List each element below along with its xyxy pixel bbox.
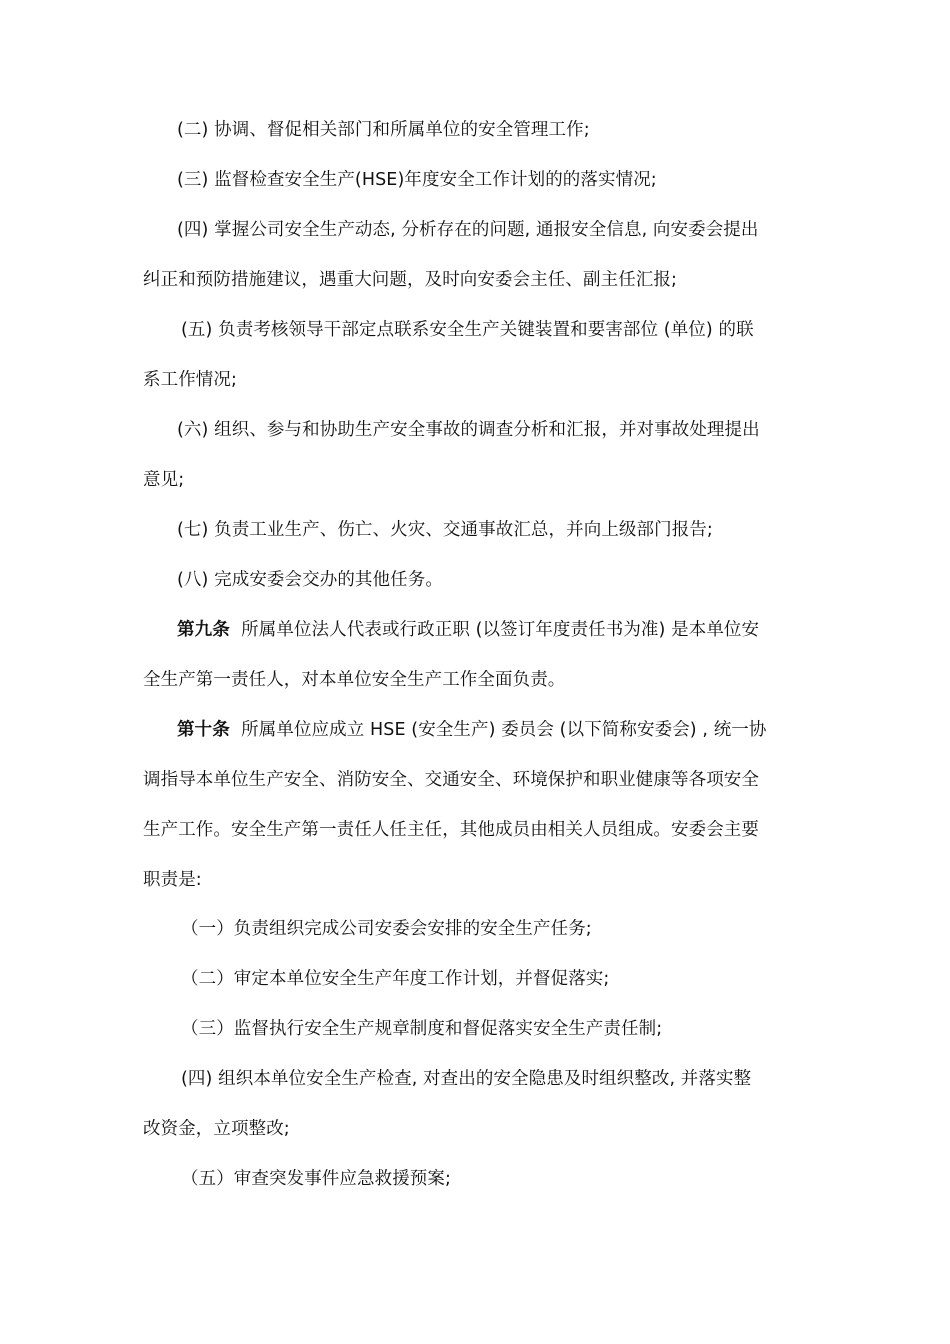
paragraph-line: (七) 负责工业生产、伤亡、火灾、交通事故汇总，并向上级部门报告; [177,520,713,540]
paragraph-line: 生产工作。安全生产第一责任人任主任，其他成员由相关人员组成。安委会主要 [143,820,759,840]
article-10-text: 所属单位应成立 HSE (安全生产) 委员会 (以下简称安委会) , 统一协 [241,720,767,740]
paragraph-line: (五) 负责考核领导干部定点联系安全生产关键装置和要害部位 (单位) 的联 [181,320,754,340]
paragraph-line: (四) 组织本单位安全生产检查, 对查出的安全隐患及时组织整改, 并落实整 [181,1069,752,1089]
paragraph-line: 全生产第一责任人，对本单位安全生产工作全面负责。 [143,670,566,690]
paragraph-line: 职责是: [143,870,202,890]
article-9-heading: 第九条 [177,620,230,640]
paragraph-line: (二) 协调、督促相关部门和所属单位的安全管理工作; [177,120,590,140]
paragraph-line: （二）审定本单位安全生产年度工作计划，并督促落实; [181,969,610,989]
paragraph-line: (六) 组织、参与和协助生产安全事故的调查分析和汇报，并对事故处理提出 [177,420,760,440]
article-10-line [0,718,950,742]
paragraph-line: 意见; [143,470,185,490]
paragraph-line: （三）监督执行安全生产规章制度和督促落实安全生产责任制; [181,1019,663,1039]
paragraph-line: 改资金，立项整改; [143,1119,290,1139]
paragraph-line: (八) 完成安委会交办的其他任务。 [177,570,443,590]
paragraph-line: (三) 监督检查安全生产(HSE)年度安全工作计划的的落实情况; [177,170,657,190]
article-9-text: 所属单位法人代表或行政正职 (以签订年度责任书为准) 是本单位安 [241,620,760,640]
article-9-line [0,618,950,642]
article-10-heading: 第十条 [177,720,230,740]
paragraph-line: (四) 掌握公司安全生产动态, 分析存在的问题, 通报安全信息, 向安委会提出 [177,220,759,240]
paragraph-line: 系工作情况; [143,370,237,390]
paragraph-line: 调指导本单位生产安全、消防安全、交通安全、环境保护和职业健康等各项安全 [143,770,759,790]
paragraph-line: （一）负责组织完成公司安委会安排的安全生产任务; [181,919,592,939]
paragraph-line: （五）审查突发事件应急救援预案; [181,1169,451,1189]
paragraph-line: 纠正和预防措施建议，遇重大问题，及时向安委会主任、副主任汇报; [143,270,677,290]
